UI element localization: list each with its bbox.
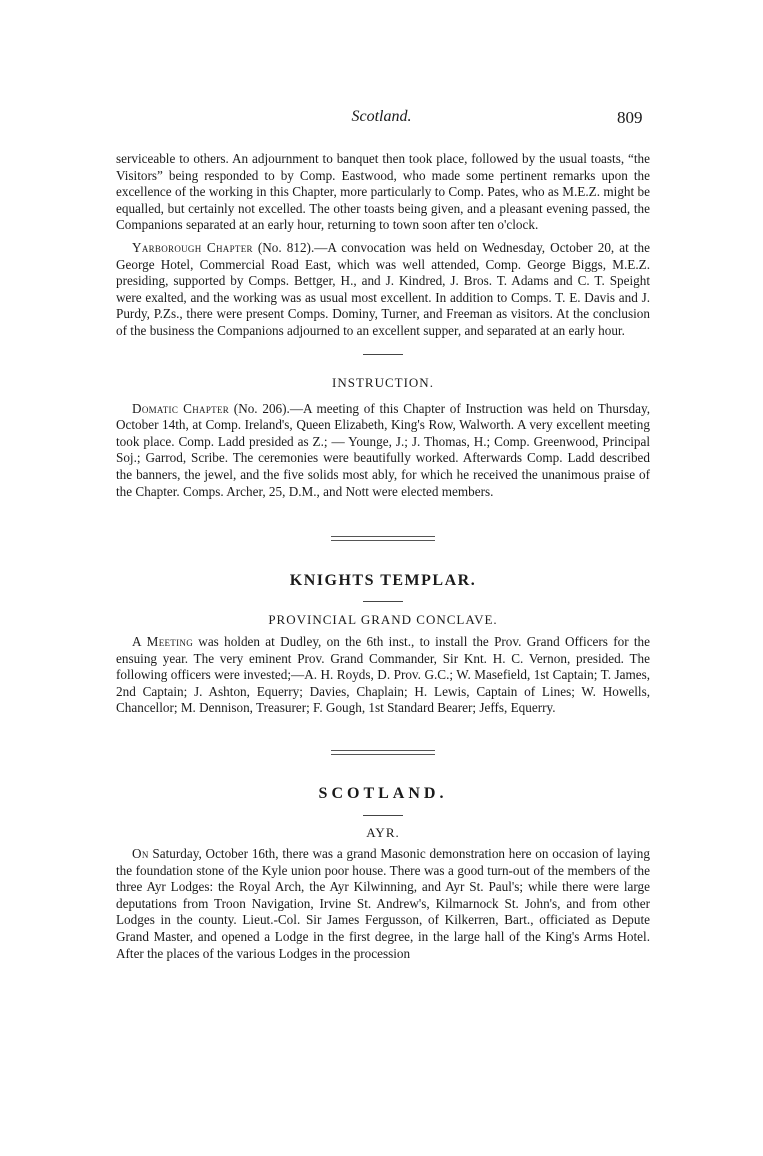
domatic-text: (No. 206).—A meeting of this Chapter of Instruction was held on Thursday, October 14th, at Comp. Ireland's, Queen Elizabeth, King's Row, Walworth. A very excellent meeting took place. Comp. Ladd presided as Z.; — Younge, J.; J. Thomas, H.; Comp. Greenwood, Principal Soj.; Garrod, Scribe. The ceremonies were beautifully worked. Afterwards Comp. Ladd described the banners, the jewel, and the five solids most ably, for which he received the unanimous praise of the Chapter. Comps. Archer, 25, D.M., and Nott were elected members. xyxy=(116,400,650,499)
yarborough-paragraph xyxy=(116,240,650,340)
section-divider xyxy=(363,354,403,355)
instruction-heading: INSTRUCTION. xyxy=(332,374,434,390)
heading-divider xyxy=(363,815,403,816)
section-double-divider xyxy=(331,536,435,541)
continuation-paragraph xyxy=(116,151,650,234)
ayr-lead: On xyxy=(132,846,149,862)
page-number: 809 xyxy=(617,108,643,127)
conclave-paragraph xyxy=(116,634,650,717)
ayr-text: Saturday, October 16th, there was a grand Masonic demonstration here on occasion of laying the foundation stone of the Kyle union poor house. There was a good turn-out of the members of the three Ayr Lodges: the Royal Arch, the Ayr Kilwinning, and Ayr St. Paul's; while there were large deputations from Troon Navigation, Irvine St. Andrew's, Kilmarnock St. John's, and from other Lodges in the county. Lieut.-Col. Sir James Fergusson, of Kilkerren, Bart., officiated as Depute Grand Master, and opened a Lodge in the first degree, in the large hall of the King's Arms Hotel. After the places of the various Lodges in the procession xyxy=(116,846,650,961)
running-title: Scotland. xyxy=(351,108,412,125)
domatic-paragraph xyxy=(116,401,650,501)
continuation-text: serviceable to others. An adjournment to banquet then took place, followed by the usual toasts, “the Visitors” being responded to by Comp. Eastwood, who made some pertinent remarks upon the excellence of the working in this Chapter, more particularly to Comp. Pates, who as M.E.Z. might be equalled, but certainly not excelled. The other toasts being given, and a pleasant evening passed, the Companions separated at an early hour, returning to town soon after ten o'clock. xyxy=(116,151,650,233)
yarborough-text: (No. 812).—A convocation was held on Wednesday, October 20, at the George Hotel, Commercial Road East, which was well attended, Comp. George Biggs, M.E.Z. presiding, supported by Comps. Bettger, H., and J. Kindred, J. Bros. T. Adams and C. T. Speight were exalted, and the working was as usual most excellent. In addition to Comps. T. E. Davis and J. Purdy, P.Zs., there were present Comps. Dominy, Turner, and Freeman as visitors. At the conclusion of the business the Companions adjourned to an excellent supper, and separated at an early hour. xyxy=(116,239,650,338)
ayr-paragraph xyxy=(116,846,650,962)
section-double-divider xyxy=(331,750,435,755)
scotland-heading: SCOTLAND. xyxy=(318,785,448,803)
ayr-heading: AYR. xyxy=(366,825,400,841)
conclave-text: was holden at Dudley, on the 6th inst., to install the Prov. Grand Officers for the ensuing year. The very eminent Prov. Grand Commander, Sir Knt. H. C. Vernon, presided. The following officers were invested;—A. H. Royds, D. Prov. G.C.; W. Masefield, 1st Captain; T. James, 2nd Captain; J. Ashton, Equerry; Davies, Chaplain; H. Lewis, Captain of Lines; W. Howells, Chancellor; M. Dennison, Treasurer; F. Gough, 1st Standard Bearer; Jeffs, Equerry. xyxy=(116,634,651,716)
domatic-lead: Domatic Chapter xyxy=(132,400,230,416)
conclave-lead: A Meeting xyxy=(132,634,194,650)
yarborough-lead: Yarborough Chapter xyxy=(132,239,253,255)
provincial-grand-conclave-heading: PROVINCIAL GRAND CONCLAVE. xyxy=(268,612,498,628)
page-header xyxy=(0,108,763,132)
knights-templar-heading: KNIGHTS TEMPLAR. xyxy=(289,572,477,590)
article-body xyxy=(116,145,650,962)
heading-divider xyxy=(363,601,403,602)
